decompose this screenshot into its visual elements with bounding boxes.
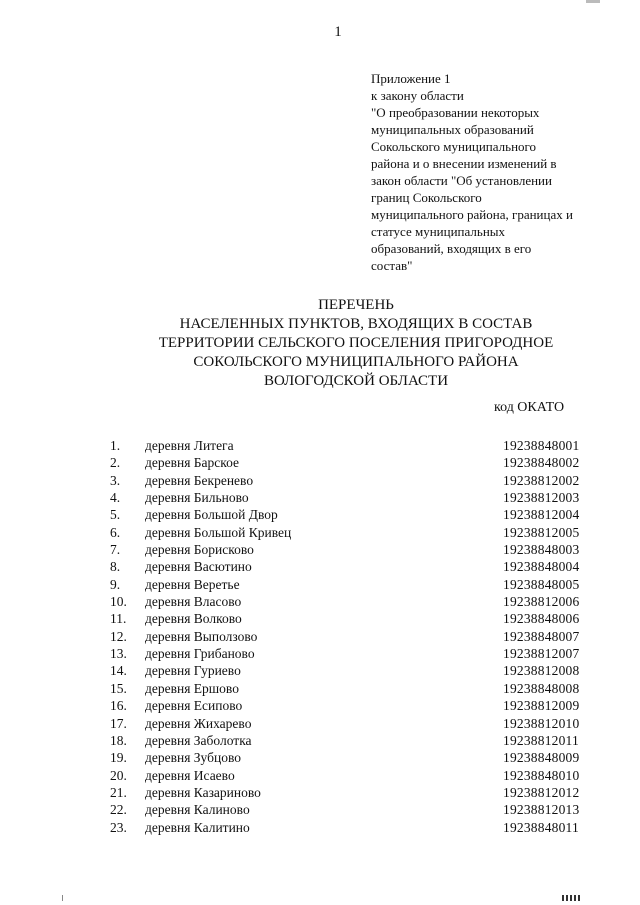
settlement-name: деревня Литега	[145, 438, 234, 453]
settlement-name: деревня Выползово	[145, 628, 258, 644]
settlement-name: деревня Бильново	[145, 490, 249, 506]
item-number: 12.	[110, 628, 127, 644]
scan-mark-top	[586, 0, 600, 3]
appendix-line: закон области "Об установлении	[371, 173, 552, 188]
title-line: ТЕРРИТОРИИ СЕЛЬСКОГО ПОСЕЛЕНИЯ ПРИГОРОДНОЕ	[158, 335, 554, 351]
appendix-line: к закону области	[371, 88, 464, 103]
okato-code: 19238812010	[503, 715, 580, 731]
item-number: 9.	[110, 576, 121, 592]
list-item	[110, 437, 590, 454]
okato-code: 19238812007	[503, 646, 580, 662]
list-item	[110, 558, 590, 575]
list-item	[110, 662, 590, 679]
settlement-name: деревня Борисково	[145, 542, 254, 558]
settlement-name: деревня Власово	[145, 594, 242, 610]
okato-code: 19238812011	[503, 732, 579, 748]
item-number: 10.	[110, 594, 127, 610]
title-line: ВОЛОГОДСКОЙ ОБЛАСТИ	[263, 373, 449, 389]
item-number: 7.	[110, 542, 121, 558]
list-item	[110, 576, 590, 593]
item-number: 14.	[110, 663, 127, 679]
okato-code: 19238848004	[503, 559, 580, 575]
appendix-line: муниципального района, границах и	[371, 207, 573, 222]
okato-code: 19238812008	[503, 663, 580, 679]
appendix-line: состав"	[371, 258, 413, 273]
settlement-name: деревня Веретье	[145, 576, 240, 592]
okato-code: 19238848009	[503, 750, 580, 766]
list-item	[110, 593, 590, 610]
settlement-name: деревня Большой Кривец	[145, 524, 292, 540]
okato-code: 19238848011	[503, 819, 579, 835]
item-number: 4.	[110, 490, 121, 506]
list-item	[110, 749, 590, 766]
settlement-name: деревня Васютино	[145, 559, 252, 575]
okato-code: 19238812006	[503, 594, 580, 610]
settlement-name: деревня Жихарево	[145, 715, 252, 731]
list-item	[110, 472, 590, 489]
okato-code: 19238848005	[503, 576, 580, 592]
item-number: 13.	[110, 646, 127, 662]
appendix-line: района и о внесении изменений в	[371, 156, 557, 171]
item-number: 2.	[110, 455, 121, 471]
list-item	[110, 645, 590, 662]
okato-code: 19238848001	[503, 438, 580, 453]
appendix-line: Сокольского муниципального	[371, 139, 537, 154]
settlement-name: деревня Барское	[145, 455, 240, 471]
list-item	[110, 801, 590, 818]
item-number: 16.	[110, 698, 127, 714]
title-line: СОКОЛЬСКОГО МУНИЦИПАЛЬНОГО РАЙОНА	[193, 354, 519, 370]
item-number: 17.	[110, 715, 127, 731]
list-item	[110, 680, 590, 697]
list-item	[110, 819, 590, 836]
appendix-line: Приложение 1	[371, 71, 451, 86]
okato-code: 19238848006	[503, 611, 580, 627]
list-item	[110, 454, 590, 471]
settlement-name: деревня Исаево	[145, 767, 235, 783]
item-number: 21.	[110, 784, 127, 800]
scan-mark-bottom-right	[562, 895, 582, 901]
settlement-list	[110, 437, 590, 836]
item-number: 20.	[110, 767, 127, 783]
settlement-name: деревня Волково	[145, 611, 242, 627]
appendix-line: "О преобразовании некоторых	[371, 105, 540, 120]
item-number: 23.	[110, 819, 127, 835]
settlement-name: деревня Заболотка	[145, 732, 252, 748]
settlement-name: деревня Калитино	[145, 819, 250, 835]
item-number: 8.	[110, 559, 121, 575]
settlement-name: деревня Большой Двор	[145, 507, 278, 523]
list-item	[110, 506, 590, 523]
okato-code: 19238812005	[503, 524, 580, 540]
settlement-name: деревня Калиново	[145, 802, 250, 818]
list-item	[110, 732, 590, 749]
item-number: 18.	[110, 732, 127, 748]
settlement-name: деревня Ершово	[145, 680, 239, 696]
list-item	[110, 767, 590, 784]
item-number: 6.	[110, 524, 121, 540]
appendix-line: образований, входящих в его	[371, 241, 532, 256]
item-number: 15.	[110, 680, 127, 696]
okato-code: 19238848007	[503, 628, 580, 644]
list-item	[110, 697, 590, 714]
okato-code: 19238812013	[503, 802, 580, 818]
okato-code: 19238812002	[503, 472, 580, 488]
item-number: 3.	[110, 472, 121, 488]
page-number: 1	[334, 24, 342, 40]
item-number: 1.	[110, 438, 121, 453]
item-number: 22.	[110, 802, 127, 818]
okato-column-header: код ОКАТО	[494, 400, 565, 415]
item-number: 19.	[110, 750, 127, 766]
title-heading: ПЕРЕЧЕНЬ	[318, 297, 394, 313]
scan-mark-bottom-left	[62, 895, 63, 901]
okato-code: 19238848002	[503, 455, 580, 471]
okato-code: 19238848003	[503, 542, 580, 558]
settlement-name: деревня Зубцово	[145, 750, 241, 766]
list-item	[110, 524, 590, 541]
item-number: 5.	[110, 507, 121, 523]
appendix-line: статусе муниципальных	[371, 224, 506, 239]
appendix-note	[371, 70, 621, 274]
settlement-name: деревня Бекренево	[145, 472, 254, 488]
list-item	[110, 628, 590, 645]
okato-code: 19238848008	[503, 680, 580, 696]
document-title	[140, 296, 572, 391]
settlement-name: деревня Есипово	[145, 698, 243, 714]
appendix-line: муниципальных образований	[371, 122, 534, 137]
list-item	[110, 541, 590, 558]
settlement-name: деревня Казариново	[145, 784, 261, 800]
settlement-name: деревня Грибаново	[145, 646, 255, 662]
okato-code: 19238812004	[503, 507, 580, 523]
settlement-name: деревня Гуриево	[145, 663, 241, 679]
list-item	[110, 610, 590, 627]
okato-code: 19238812009	[503, 698, 580, 714]
list-item	[110, 489, 590, 506]
okato-code: 19238812012	[503, 784, 580, 800]
list-item	[110, 715, 590, 732]
title-line: НАСЕЛЕННЫХ ПУНКТОВ, ВХОДЯЩИХ В СОСТАВ	[179, 316, 533, 332]
list-item	[110, 784, 590, 801]
appendix-line: границ Сокольского	[371, 190, 482, 205]
okato-code: 19238812003	[503, 490, 580, 506]
item-number: 11.	[110, 611, 127, 627]
okato-code: 19238848010	[503, 767, 580, 783]
